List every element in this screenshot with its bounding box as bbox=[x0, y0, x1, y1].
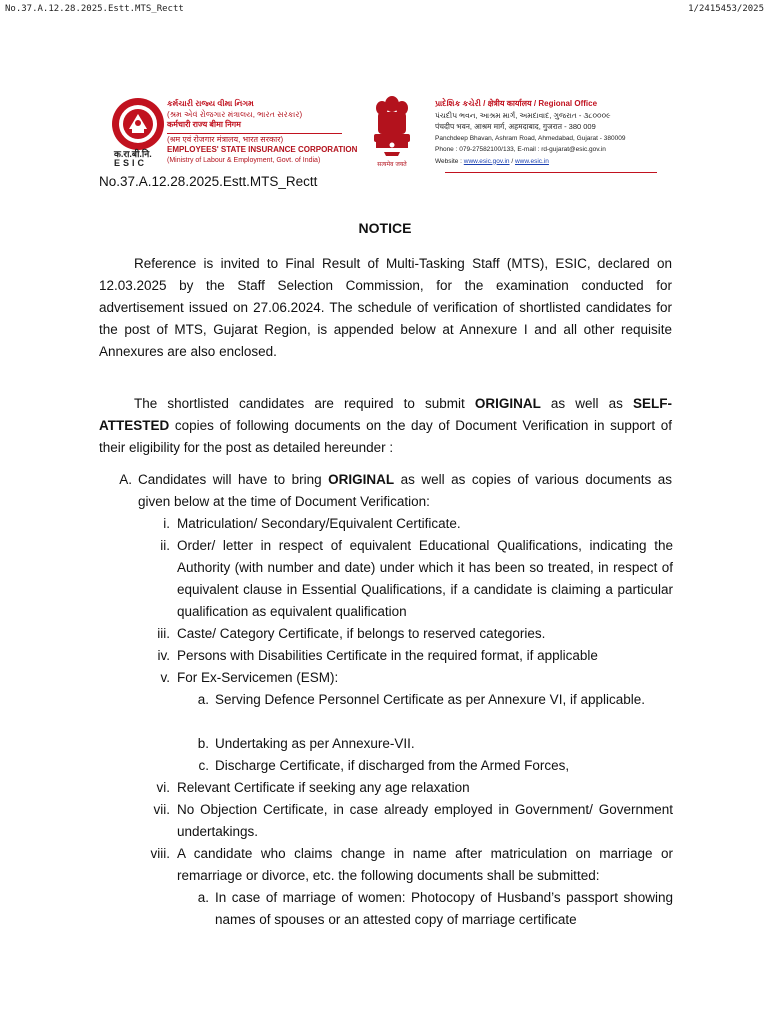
requirement-bold-self-attested: SELF-ATTESTED bbox=[99, 396, 672, 433]
requirement-text-3: copies of following documents on the day of Document Verification in support of their eligibility for the post as detailed hereunder : bbox=[99, 418, 672, 455]
letterhead-divider bbox=[167, 133, 342, 134]
regional-office-title: પ્રાદેશિક કચેરી / क्षेत्रीय कार्यालय / Regional Office bbox=[435, 99, 598, 108]
sub-list-item-text: Serving Defence Personnel Certificate as per Annexure VI, if applicable. bbox=[215, 692, 645, 707]
state-emblem-icon bbox=[368, 92, 416, 170]
esic-abbr-hindi: क.रा.बी.नि. bbox=[114, 149, 152, 159]
org-name-english: EMPLOYEES' STATE INSURANCE CORPORATION bbox=[167, 145, 358, 154]
list-item-text: No Objection Certificate, in case already employed in Government/ Government undertakings. bbox=[177, 802, 673, 839]
letterhead-rule bbox=[445, 172, 657, 173]
section-a-bold: ORIGINAL bbox=[328, 472, 395, 487]
requirement-text-1: The shortlisted candidates are required to submit bbox=[134, 396, 475, 411]
address-hindi: पंचदीप भवन, आश्रम मार्ग, अहमदाबाद, गुजरात - 380 009 bbox=[435, 122, 596, 131]
contact-line: Phone : 079-27582100/133, E-mail : rd-gujarat@esic.gov.in bbox=[435, 146, 606, 153]
list-item-number: v. bbox=[160, 670, 170, 685]
list-item-number: viii. bbox=[150, 846, 170, 861]
org-name-gujarati: કર્મચારી રાજ્ય વીમા નિગમ bbox=[167, 99, 254, 108]
website-separator: / bbox=[509, 157, 515, 165]
requirement-paragraph bbox=[99, 393, 672, 459]
regional-office-block bbox=[435, 98, 660, 167]
ministry-hindi: (श्रम एवं रोजगार मंत्रालय, भारत सरकार) bbox=[167, 134, 284, 144]
ministry-english: (Ministry of Labour & Employment, Govt. of India) bbox=[167, 156, 321, 164]
sub-list-item-letter: b. bbox=[197, 736, 209, 751]
list-item-text: A candidate who claims change in name after matriculation on marriage or remarriage or divorce, etc. the following documents shall be submitted: bbox=[177, 846, 673, 883]
list-item-text: Order/ letter in respect of equivalent Educational Qualifications, indicating the Authority (with number and date) under which it has been so treated, in respect of equivalent clause in Essential Qualifications, if a candidate is claiming a particular qualification as equivalent qualification bbox=[177, 538, 673, 619]
header-file-reference: No.37.A.12.28.2025.Estt.MTS_Rectt bbox=[5, 4, 184, 14]
list-item-text: Matriculation/ Secondary/Equivalent Certificate. bbox=[177, 516, 461, 531]
esic-abbr-english: ESIC bbox=[114, 158, 148, 168]
list-item-number: iv. bbox=[157, 648, 170, 663]
organisation-name-block bbox=[167, 99, 397, 166]
website-link-esic-gov[interactable]: www.esic.gov.in bbox=[463, 157, 510, 165]
sub-list-item-text: Undertaking as per Annexure-VII. bbox=[215, 736, 415, 751]
website-link-esic-in[interactable]: www.esic.in bbox=[514, 157, 549, 165]
list-item-number: vii. bbox=[153, 802, 170, 817]
requirement-text-2: as well as bbox=[540, 396, 633, 411]
sub-list-item-text: In case of marriage of women: Photocopy of Husband’s passport showing names of spouses or an attested copy of marriage certificate bbox=[215, 890, 673, 927]
esic-logo-icon bbox=[110, 96, 166, 152]
sub-list-item-letter: a. bbox=[197, 890, 209, 905]
intro-text: Reference is invited to Final Result of Multi-Tasking Staff (MTS), ESIC, declared on 12.03.2025 by the Staff Selection Commission, for the examination conducted for advertisement issued on 27.06.2024. The schedule of verification of shortlisted candidates for the post of MTS, Gujarat Region, is appended below at Annexure I and all other requisite Annexures are also enclosed. bbox=[99, 256, 672, 359]
section-a-text-post: as well as copies of various documents as given below at the time of Document Verification: bbox=[138, 472, 672, 509]
esic-abbreviation bbox=[114, 150, 152, 168]
sub-list-item-letter: c. bbox=[198, 758, 209, 773]
section-a-label: A. bbox=[119, 472, 132, 487]
section-a-text bbox=[138, 469, 672, 513]
address-english: Panchdeep Bhavan, Ashram Road, Ahmedabad, Gujarat - 380009 bbox=[435, 134, 626, 142]
list-item-number: ii. bbox=[160, 538, 170, 553]
section-a-text-pre: Candidates will have to bring bbox=[138, 472, 329, 487]
address-gujarati: પંચદીપ ભવન, આશ્રમ માર્ગ, અમદાવાદ, ગુજરાત - ૩૮૦૦૦૯ bbox=[435, 110, 611, 120]
requirement-bold-original: ORIGINAL bbox=[474, 396, 541, 411]
website-label: Website : bbox=[435, 157, 464, 165]
list-item-text: Persons with Disabilities Certificate in the required format, if applicable bbox=[177, 648, 598, 663]
sub-list-item-letter: a. bbox=[197, 692, 209, 707]
emblem-caption: सत्यमेव जयते bbox=[377, 161, 407, 168]
letterhead bbox=[110, 92, 658, 174]
page-header bbox=[5, 4, 764, 18]
list-item-number: iii. bbox=[157, 626, 170, 641]
list-item-text: Caste/ Category Certificate, if belongs to reserved categories. bbox=[177, 626, 546, 641]
list-item-text: Relevant Certificate if seeking any age relaxation bbox=[177, 780, 470, 795]
reference-number: No.37.A.12.28.2025.Estt.MTS_Rectt bbox=[99, 174, 318, 189]
header-document-number: 1/2415453/2025 bbox=[688, 4, 764, 14]
org-name-hindi: कर्मचारी राज्य बीमा निगम bbox=[167, 120, 241, 129]
website-line bbox=[435, 156, 660, 168]
ministry-gujarati: (શ્રમ એવં રોજગાર મંત્રાલય, ભારત સરકાર) bbox=[167, 109, 303, 119]
list-item-number: vi. bbox=[156, 780, 170, 795]
intro-paragraph bbox=[99, 253, 672, 363]
list-item-text: For Ex-Servicemen (ESM): bbox=[177, 670, 339, 685]
page-title: NOTICE bbox=[358, 220, 412, 236]
list-item-number: i. bbox=[163, 516, 170, 531]
sub-list-item-text: Discharge Certificate, if discharged from the Armed Forces, bbox=[215, 758, 570, 773]
